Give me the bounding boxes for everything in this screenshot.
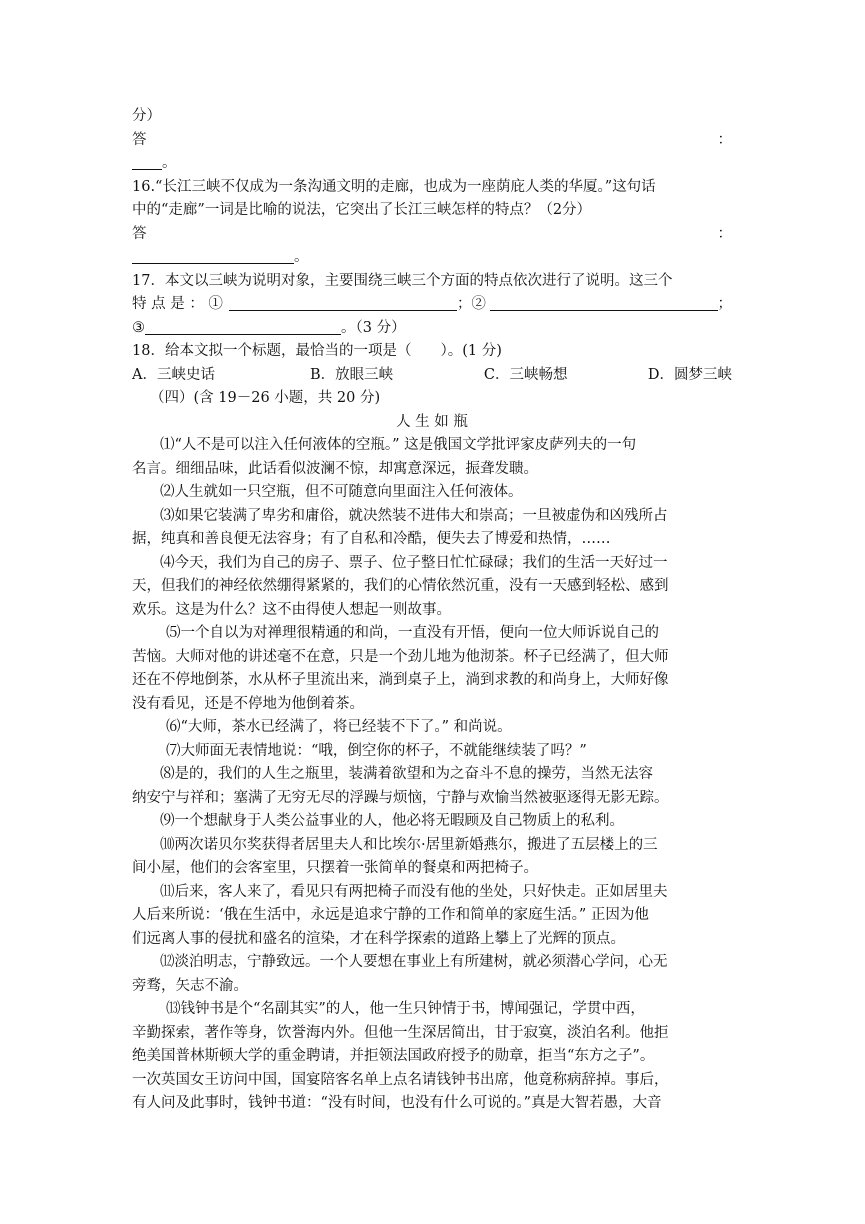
text: 辛勤探索，著作等身，饮誉海内外。但他一生深居简出，甘于寂寞，淡泊名利。他拒	[132, 1024, 669, 1041]
paragraph-line	[132, 552, 732, 576]
paragraph-line	[132, 810, 732, 834]
text: ③	[132, 319, 145, 336]
answer-label: 答	[132, 131, 147, 148]
text: ⑷今天，我们为自己的房子、票子、位子整日忙忙碌碌；我们的生活一天好过一	[160, 554, 668, 571]
paragraph-line	[132, 740, 732, 764]
answer-blank-line	[132, 152, 732, 176]
text: ⑿淡泊明志，宁静致远。一个人要想在事业上有所建树，就必须潜心学问，心无	[160, 954, 668, 970]
text: ⑴“人不是可以注入任何液体的空瓶。” 这是俄国文学批评家皮萨列夫的一句	[160, 437, 637, 453]
answer-line	[132, 129, 732, 153]
text: ；	[717, 296, 732, 312]
paragraph-line	[132, 575, 732, 599]
text: （四）(含 19－26 小题，共 20 分)	[150, 390, 381, 406]
paragraph-line	[132, 646, 732, 670]
answer-blank-2[interactable]	[490, 295, 718, 311]
text: 名言。细细品味，此话看似波澜不惊，却寓意深远，振聋发聩。	[132, 460, 538, 477]
paragraph-line	[132, 528, 732, 552]
paragraph-line	[132, 857, 732, 881]
text: 。（3 分）	[341, 319, 406, 336]
paragraph-line	[132, 951, 732, 975]
text: ⒀钱钟书是个“名副其实”的人，他一生只钟情于书，博闻强记，学贯中西，	[166, 1001, 645, 1017]
text: ⑹“大师，茶水已经满了，将已经装不下了。” 和尚说。	[166, 719, 512, 735]
text: 旁骛，矢志不渝。	[132, 977, 248, 994]
prev-question-tail	[132, 105, 732, 129]
paragraph-line	[132, 505, 732, 529]
paragraph-line	[132, 669, 732, 693]
text: 人后来所说：‘俄在生活中，永远是追求宁静的工作和简单的家庭生活。” 正因为他	[132, 907, 649, 923]
text: 人 生 如 瓶	[396, 413, 468, 430]
paragraph-line	[132, 975, 732, 999]
paragraph-line	[132, 928, 732, 952]
option-d[interactable]: D．圆梦三峡	[647, 366, 732, 383]
text: ⑾后来，客人来了，看见只有两把椅子而没有他的坐处，只好快走。正如居里夫	[160, 883, 668, 900]
paragraph-line	[132, 1045, 732, 1069]
text: ⑺大师面无表情地说：“哦，倒空你的杯子，不就能继续装了吗？”	[166, 742, 587, 759]
q18-line-1	[132, 340, 732, 364]
text: ⑻是的，我们的人生之瓶里，装满着欲望和为之奋斗不息的操劳，当然无法容	[160, 766, 653, 782]
answer-blank-3[interactable]	[145, 319, 341, 335]
q18-options	[132, 364, 732, 388]
text: ⑽两次诺贝尔奖获得者居里夫人和比埃尔·居里新婚燕尔，搬进了五层楼上的三	[160, 836, 658, 853]
colon: ：	[717, 225, 732, 242]
option-c[interactable]: C．三峡畅想	[483, 366, 568, 383]
paragraph-line	[132, 716, 732, 740]
article-body	[132, 434, 732, 1116]
text: 16.“长江三峡不仅成为一条沟通文明的走廊，也成为一座荫庇人类的华厦。”这句话	[132, 178, 656, 195]
paragraph-line	[132, 458, 732, 482]
section-heading	[132, 387, 732, 411]
paragraph-line	[132, 599, 732, 623]
text: ；②	[456, 296, 486, 312]
paragraph-line	[132, 481, 732, 505]
paragraph-line	[132, 763, 732, 787]
text: 中的“走廊”一词是比喻的说法，它突出了长江三峡怎样的特点？（2分）	[132, 202, 592, 218]
paragraph-line	[132, 904, 732, 928]
text: 据，纯真和善良便无法容身；有了自私和冷酷，便失去了博爱和热情，……	[132, 531, 611, 547]
paragraph-line	[132, 693, 732, 717]
text: ⑸一个自以为对禅理很精通的和尚，一直没有开悟，便向一位大师诉说自己的	[166, 625, 659, 641]
text: 间小屋，他们的会客室里，只摆着一张简单的餐桌和两把椅子。	[132, 860, 538, 876]
paragraph-line	[132, 1092, 732, 1116]
paragraph-line	[132, 434, 732, 458]
paragraph-line	[132, 1022, 732, 1046]
answer-label: 答	[132, 225, 147, 242]
q16-line-2	[132, 199, 732, 223]
q16-answer-blank-line	[132, 246, 732, 270]
paragraph-line	[132, 998, 732, 1022]
text: 天，但我们的神经依然绷得紧紧的，我们的心情依然沉重，没有一天感到轻松、感到	[132, 578, 669, 594]
paragraph-line	[132, 881, 732, 905]
period: 。	[294, 249, 309, 265]
text: 17．本文以三峡为说明对象，主要围绕三峡三个方面的特点依次进行了说明。这三个	[132, 272, 673, 289]
text: 苦恼。大师对他的讲述毫不在意，只是一个劲儿地为他沏茶。杯子已经满了，但大师	[132, 648, 669, 665]
text: 一次英国女王访问中国，国宴陪客名单上点名请钱钟书出席，他竟称病辞掉。事后，	[132, 1071, 669, 1088]
text: 特 点 是 ： ①	[132, 296, 223, 312]
text: 纳安宁与祥和；塞满了无穷无尽的浮躁与烦恼，宁静与欢愉当然被驱逐得无影无踪。	[132, 789, 669, 806]
answer-blank[interactable]	[132, 248, 294, 264]
text: 欢乐。这是为什么？这不由得使人想起一则故事。	[132, 601, 451, 618]
option-b[interactable]: B．放眼三峡	[309, 366, 394, 383]
q17-line-1	[132, 270, 732, 294]
text: 18．给本文拟一个标题，最恰当的一项是（ ）。(1 分)	[132, 343, 502, 359]
article-title	[132, 411, 732, 435]
text: ⑶如果它装满了卑劣和庸俗，就决然装不进伟大和崇高；一旦被虚伪和凶残所占	[160, 507, 668, 524]
text: 绝美国普林斯顿大学的重金聘请，并拒领法国政府授予的勋章，拒当“东方之子”。	[132, 1048, 655, 1064]
paragraph-line	[132, 1069, 732, 1093]
text: 还在不停地倒茶，水从杯子里流出来，淌到桌子上，淌到求教的和尚身上，大师好像	[132, 672, 669, 688]
text: ⑵人生就如一只空瓶，但不可随意向里面注入任何液体。	[160, 484, 523, 500]
text: 分）	[132, 108, 161, 124]
text: 没有看见，还是不停地为他倒着茶。	[132, 695, 364, 712]
answer-blank[interactable]	[132, 154, 162, 170]
q17-line-2	[132, 293, 732, 317]
period: 。	[162, 155, 177, 171]
q17-line-3	[132, 317, 732, 341]
paragraph-line	[132, 622, 732, 646]
answer-blank-1[interactable]	[229, 295, 457, 311]
exam-page	[132, 105, 732, 1116]
text: ⑼一个想献身于人类公益事业的人，他必将无暇顾及自己物质上的私利。	[160, 813, 624, 829]
text: 有人问及此事时，钱钟书道：“没有时间，也没有什么可说的。”真是大智若愚，大音	[132, 1095, 662, 1111]
text: 们远离人事的侵扰和盛名的渲染，才在科学探索的道路上攀上了光辉的顶点。	[132, 930, 625, 947]
q16-line-1	[132, 176, 732, 200]
option-a[interactable]: A．三峡史话	[132, 366, 215, 383]
q16-answer-line	[132, 223, 732, 247]
paragraph-line	[132, 834, 732, 858]
paragraph-line	[132, 787, 732, 811]
colon: ：	[717, 131, 732, 148]
